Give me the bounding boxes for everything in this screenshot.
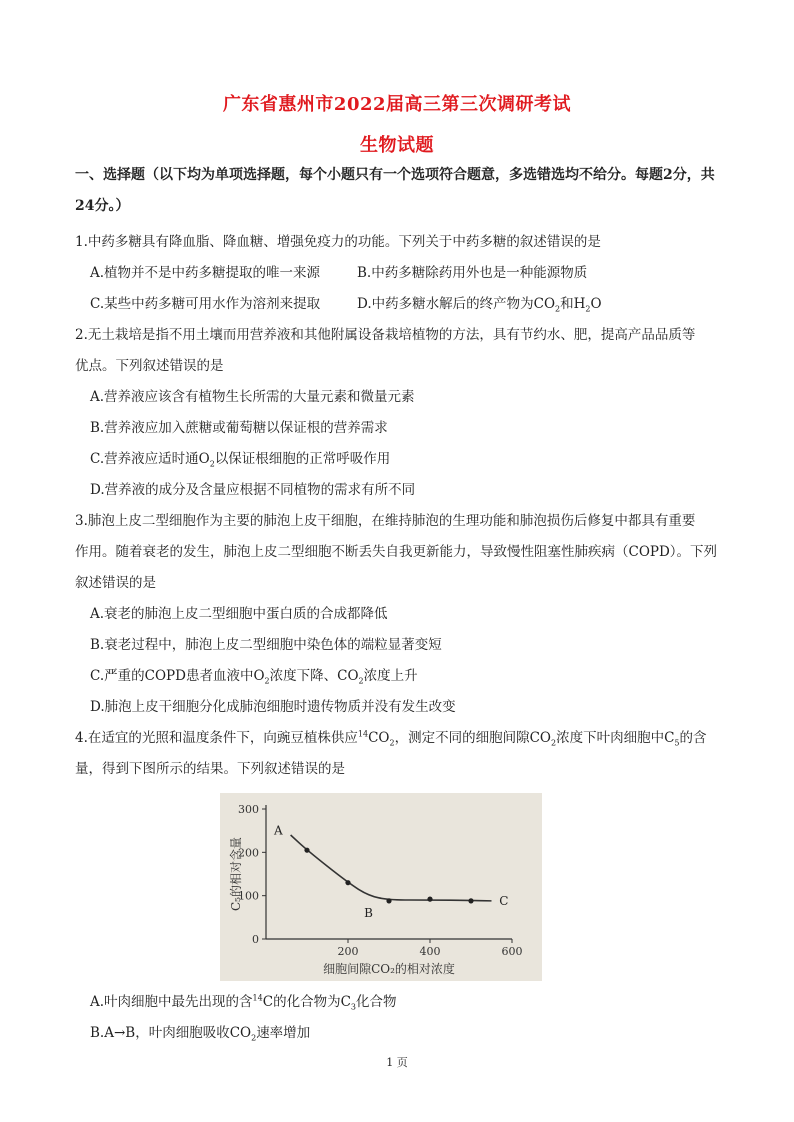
chart-y-label: C₅的相对含量: [229, 837, 243, 911]
curve-point-label: C: [499, 893, 509, 908]
q3-stem-line-1: 3.肺泡上皮二型细胞作为主要的肺泡上皮干细胞，在维持肺泡的生理功能和肺泡损伤后修复中都具有重要: [75, 513, 696, 529]
q4-a-text-3: 化合物: [356, 994, 397, 1010]
x-tick-label: 600: [501, 945, 523, 958]
q1-d-sub-1: 2: [555, 304, 561, 314]
q1-option-d: [357, 292, 602, 314]
q4-stem-line-2: 量，得到下图所示的结果。下列叙述错误的是: [75, 761, 345, 777]
q4-stem-text-5: 的含: [679, 730, 707, 746]
q3-option-c: [90, 664, 418, 686]
q1-option-b: B.中药多糖除药用外也是一种能源物质: [357, 265, 588, 281]
q1-stem: 1.中药多糖具有降血脂、降血糖、增强免疫力的功能。下列关于中药多糖的叙述错误的是: [75, 234, 601, 250]
q3-c-text-2: 浓度下降、CO: [269, 668, 359, 684]
page-number: 1 页: [386, 1056, 408, 1069]
q3-option-b: B.衰老过程中，肺泡上皮二型细胞中染色体的端粒显著变短: [90, 637, 442, 653]
q2-option-a: A.营养液应该含有植物生长所需的大量元素和微量元素: [90, 389, 415, 405]
data-point: [345, 880, 350, 885]
q4-stem-text-2: CO: [368, 730, 390, 746]
q4-b-text-1: B.A→B，叶肉细胞吸收CO: [90, 1025, 252, 1041]
exam-title: 广东省惠州市2022届高三第三次调研考试: [222, 94, 572, 115]
q4-b-sub: 2: [251, 1033, 257, 1043]
chart-curve: [291, 835, 492, 901]
section-heading-line-2: 24分。）: [75, 198, 130, 214]
q2-c-text-2: 以保证根细胞的正常呼吸作用: [214, 451, 391, 467]
curve-point-label: A: [273, 823, 283, 838]
q4-stem-sub-2: 2: [550, 738, 557, 748]
chart-x-label: 细胞间隙CO₂的相对浓度: [323, 962, 455, 976]
chart-points: [304, 848, 473, 904]
chart-annotations: [273, 824, 508, 920]
data-point: [468, 898, 473, 903]
data-point: [427, 897, 432, 902]
q2-stem-line-1: 2.无土栽培是指不用土壤而用营养液和其他附属设备栽培植物的方法，具有节约水、肥，提高产品品质等: [75, 327, 696, 343]
q3-c-text-1: C.严重的COPD患者血液中O: [90, 668, 265, 684]
q3-c-sub-2: 2: [358, 676, 364, 686]
section-heading-line-1: 一、选择题（以下均为单项选择题，每个小题只有一个选项符合题意，多选错选均不给分。每题2分，共: [75, 167, 715, 183]
chart-svg: [220, 793, 542, 981]
curve-point-label: B: [364, 906, 373, 920]
y-tick-label: 200: [238, 846, 259, 860]
data-point: [386, 898, 391, 903]
c5-co2-chart: [220, 793, 542, 981]
q4-option-a: [90, 990, 397, 1012]
q4-stem-sup: 14: [357, 729, 369, 739]
q1-d-text-1: D.中药多糖水解后的终产物为CO: [357, 296, 556, 312]
q4-stem-line-1: [75, 726, 707, 748]
y-tick-label: 0: [252, 933, 259, 946]
q1-option-a: A.植物并不是中药多糖提取的唯一来源: [90, 265, 321, 281]
section-heading: [75, 160, 727, 222]
data-point: [304, 848, 309, 853]
q4-stem-sub-3: 5: [674, 738, 680, 748]
q1-d-sub-2: 2: [585, 304, 591, 314]
q4-a-text-2: C的化合物为C: [262, 994, 351, 1010]
q1-option-c: C.某些中药多糖可用水作为溶剂来提取: [90, 296, 321, 312]
q3-stem-line-2: 作用。随着衰老的发生，肺泡上皮二型细胞不断丢失自我更新能力，导致慢性阻塞性肺疾病（COPD）。下列: [75, 544, 718, 560]
y-tick-label: 300: [238, 803, 259, 816]
q2-option-b: B.营养液应加入蔗糖或葡萄糖以保证根的营养需求: [90, 420, 388, 436]
x-tick-label: 400: [419, 945, 441, 958]
q4-a-sup: 14: [252, 993, 263, 1003]
q3-stem-line-3: 叙述错误的是: [75, 575, 156, 591]
q2-option-c: [90, 447, 390, 469]
q4-stem-sub-1: 2: [389, 738, 395, 748]
q4-b-text-2: 速率增加: [256, 1025, 311, 1041]
q2-c-text-1: C.营养液应适时通O: [90, 451, 210, 467]
x-tick-label: 200: [337, 945, 359, 958]
q2-c-sub: 2: [209, 459, 215, 469]
chart-axes: [266, 805, 512, 939]
q4-a-sub: 3: [350, 1002, 356, 1012]
q4-stem-text-1: 4.在适宜的光照和温度条件下，向豌豆植株供应: [75, 730, 358, 746]
q3-option-d: D.肺泡上皮干细胞分化成肺泡细胞时遗传物质并没有发生改变: [90, 699, 456, 715]
y-tick-label: 100: [238, 889, 259, 903]
subject-title: 生物试题: [360, 135, 434, 156]
q3-c-sub-1: 2: [264, 676, 270, 686]
q2-option-d: D.营养液的成分及含量应根据不同植物的需求有所不同: [90, 482, 416, 498]
q4-option-b: [90, 1021, 310, 1043]
q1-d-text-2: 和H: [560, 296, 586, 312]
q4-a-text-1: A.叶肉细胞中最先出现的含: [90, 994, 253, 1010]
q2-stem-line-2: 优点。下列叙述错误的是: [75, 358, 224, 374]
q1-d-text-3: O: [590, 296, 602, 312]
q3-c-text-3: 浓度上升: [363, 668, 418, 684]
q3-option-a: A.衰老的肺泡上皮二型细胞中蛋白质的合成都降低: [90, 606, 388, 622]
q4-stem-text-3: ，测定不同的细胞间隙CO: [394, 730, 551, 746]
q4-stem-text-4: 浓度下叶肉细胞中C: [556, 730, 675, 746]
